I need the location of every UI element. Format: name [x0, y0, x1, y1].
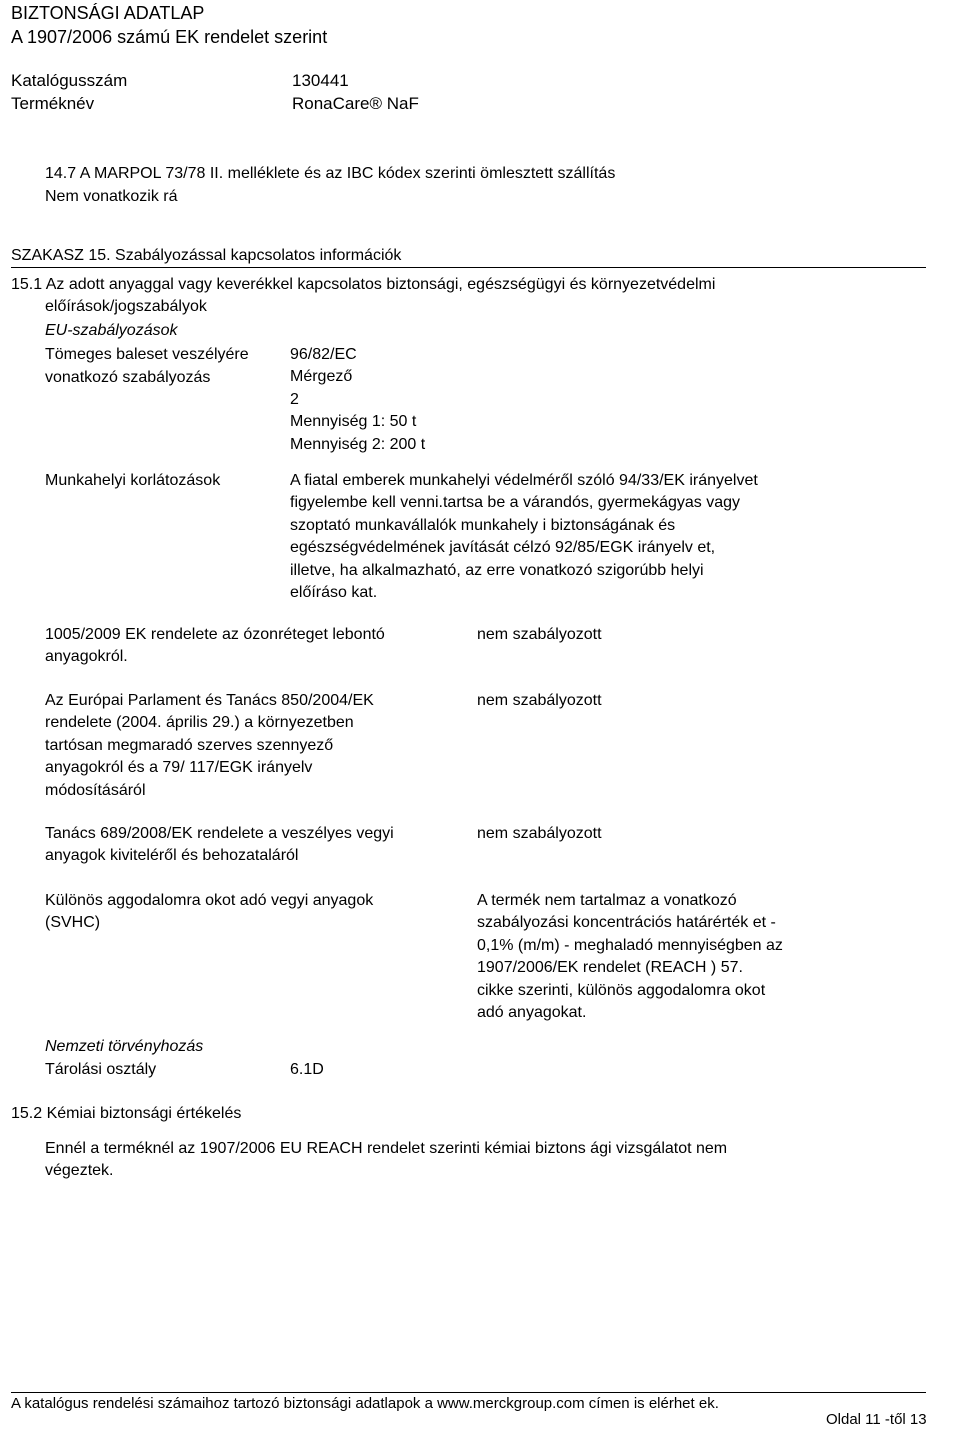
chemical-safety-assessment-text — [45, 1138, 727, 1183]
section-15-2-heading: 15.2 Kémiai biztonsági értékelés — [11, 1105, 242, 1122]
product-name-label: Terméknév — [11, 94, 95, 113]
text-line: anyagok kiviteléről és behozataláról — [45, 847, 299, 865]
section-15-title: SZAKASZ 15. Szabályozással kapcsolatos információk — [11, 247, 402, 264]
text-line: 0,1% (m/m) - meghaladó mennyiségben az — [477, 936, 783, 954]
page-number: Oldal 11 -től 13 — [826, 1411, 927, 1428]
text-line: Az Európai Parlament és Tanács 850/2004/EK — [45, 692, 374, 709]
seveso-label-line2: vonatkozó szabályozás — [45, 369, 211, 386]
export-import-regulation-value: nem szabályozott — [477, 825, 602, 842]
text-line: egészségvédelmének javítását célzó 92/85/EGK irányelv et, — [290, 539, 716, 557]
text-line: 1907/2006/EK rendelet (REACH ) 57. — [477, 959, 743, 977]
national-legislation-heading: Nemzeti törvényhozás — [45, 1038, 204, 1055]
text-line: Ennél a terméknél az 1907/2006 EU REACH rendelet szerinti kémiai biztons ági vizsgálatot nem — [45, 1140, 728, 1157]
svhc-label — [45, 890, 373, 935]
eu-regulations-heading: EU-szabályozások — [45, 322, 178, 339]
text-line: illetve, ha alkalmazható, az erre vonatkozó szigorúbb helyi — [290, 561, 704, 579]
text-line: végeztek. — [45, 1162, 114, 1180]
seveso-category-number: 2 — [290, 390, 299, 408]
storage-class-label: Tárolási osztály — [45, 1061, 157, 1078]
text-line: anyagokról. — [45, 648, 128, 666]
storage-class-value: 6.1D — [290, 1061, 324, 1078]
text-line: adó anyagokat. — [477, 1003, 587, 1021]
text-line: 1005/2009 EK rendelete az ózonréteget lebontó — [45, 626, 385, 643]
workplace-restrictions-label: Munkahelyi korlátozások — [45, 472, 221, 489]
text-line: cikke szerinti, különös aggodalomra okot — [477, 981, 766, 999]
text-line: előíráso kat. — [290, 583, 378, 601]
footer-note: A katalógus rendelési számaihoz tartozó biztonsági adatlapok a www.merckgroup.com címen is elérhet ek. — [11, 1395, 719, 1412]
text-line: A termék nem tartalmaz a vonatkozó — [477, 892, 737, 909]
seveso-quantity-1: Mennyiség 1: 50 t — [290, 413, 417, 431]
section-15-1-heading-line2: előírások/jogszabályok — [45, 298, 207, 315]
text-line: szabályozási koncentrációs határérték et - — [477, 914, 776, 932]
ozone-regulation-label — [45, 624, 385, 669]
seveso-label-line1: Tömeges baleset veszélyére — [45, 346, 249, 363]
text-line: rendelete (2004. április 29.) a környezetben — [45, 714, 354, 732]
section-15-1-heading-line1: 15.1 Az adott anyaggal vagy keverékkel kapcsolatos biztonsági, egészségügyi és környezetvédelmi — [11, 276, 716, 293]
seveso-values — [290, 344, 425, 456]
text-line: módosításáról — [45, 781, 146, 799]
section-14-7-heading: 14.7 A MARPOL 73/78 II. melléklete és az IBC kódex szerinti ömlesztett szállítás — [45, 165, 616, 182]
text-line: Tanács 689/2008/EK rendelete a veszélyes vegyi — [45, 825, 394, 842]
text-line: (SVHC) — [45, 914, 101, 932]
text-line: figyelembe kell venni.tartsa be a várandós, gyermekágyas vagy — [290, 494, 741, 512]
regulation-subtitle: A 1907/2006 számú EK rendelet szerint — [11, 27, 328, 47]
product-name-value: RonaCare® NaF — [292, 94, 419, 113]
workplace-restrictions-text — [290, 470, 758, 604]
seveso-directive: 96/82/EC — [290, 346, 357, 363]
pop-regulation-value: nem szabályozott — [477, 692, 602, 709]
pop-regulation-label — [45, 690, 374, 802]
ozone-regulation-value: nem szabályozott — [477, 626, 602, 643]
seveso-category: Mérgező — [290, 368, 353, 386]
document-title: BIZTONSÁGI ADATLAP — [11, 3, 205, 23]
text-line: anyagokról és a 79/ 117/EGK irányelv — [45, 759, 313, 777]
text-line: A fiatal emberek munkahelyi védelméről szóló 94/33/EK irányelvet — [290, 472, 758, 489]
text-line: Különös aggodalomra okot adó vegyi anyagok — [45, 892, 374, 909]
section-14-7-value: Nem vonatkozik rá — [45, 188, 178, 205]
seveso-quantity-2: Mennyiség 2: 200 t — [290, 435, 426, 453]
catalog-number-value: 130441 — [292, 71, 349, 90]
text-line: szoptató munkavállalók munkahely i biztonságának és — [290, 516, 676, 534]
catalog-number-label: Katalógusszám — [11, 71, 128, 90]
export-import-regulation-label — [45, 823, 394, 868]
section-divider — [11, 267, 926, 268]
text-line: tartósan megmaradó szerves szennyező — [45, 736, 334, 754]
svhc-value — [477, 890, 783, 1024]
